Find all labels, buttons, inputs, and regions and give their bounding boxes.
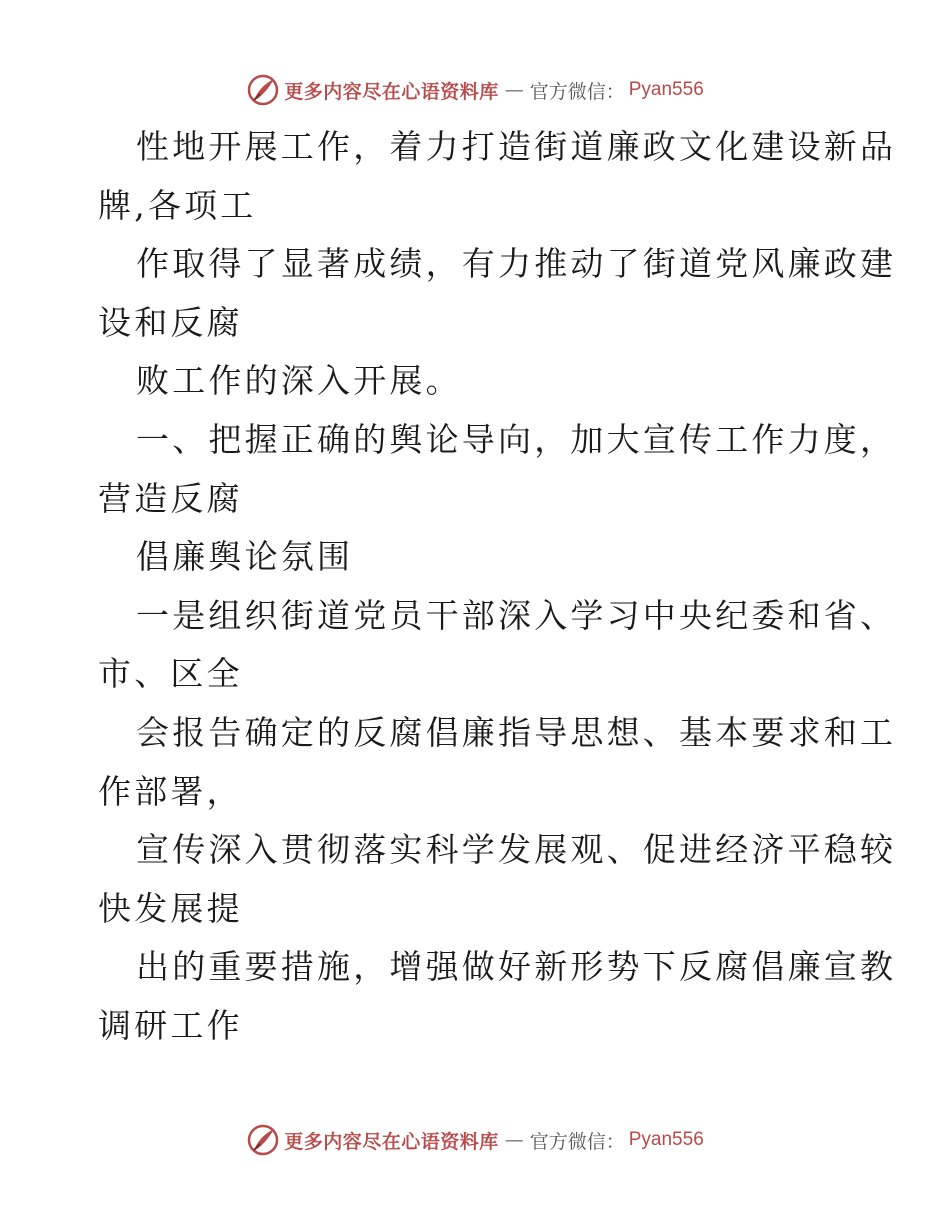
text-line: 作部署， xyxy=(98,771,243,811)
quill-logo-icon xyxy=(246,73,280,107)
footer-watermark xyxy=(0,1120,950,1160)
watermark-label: 官方微信： xyxy=(529,1130,625,1153)
watermark-text: 更多内容尽在心语资料库 xyxy=(284,80,499,103)
text-line: 牌,各项工 xyxy=(98,185,257,225)
watermark-inner xyxy=(246,73,704,107)
text-line: 市、区全 xyxy=(98,654,243,694)
watermark-label: 官方微信： xyxy=(529,80,625,103)
text-line: 一是组织街道党员干部深入学习中央纪委和省、 xyxy=(136,595,897,635)
text-line: 会报告确定的反腐倡廉指导思想、基本要求和工 xyxy=(136,712,897,752)
watermark-id: Pyan556 xyxy=(628,1129,704,1150)
watermark-separator: — xyxy=(504,1129,524,1151)
watermark-text: 更多内容尽在心语资料库 xyxy=(284,1130,499,1153)
text-line: 调研工作 xyxy=(98,1005,243,1045)
text-line: 宣传深入贯彻落实科学发展观、促进经济平稳较 xyxy=(136,830,897,870)
quill-logo-icon xyxy=(246,1123,280,1157)
text-line: 倡廉舆论氛围 xyxy=(136,537,354,577)
document-body xyxy=(98,118,897,1056)
text-line: 出的重要措施，增强做好新形势下反腐倡廉宣教 xyxy=(136,947,897,987)
watermark-id: Pyan556 xyxy=(628,79,704,100)
text-line: 作取得了显著成绩，有力推动了街道党风廉政建 xyxy=(136,244,897,284)
watermark-inner xyxy=(246,1123,704,1157)
text-line: 营造反腐 xyxy=(98,478,243,518)
text-line: 性地开展工作，着力打造街道廉政文化建设新品 xyxy=(136,127,897,166)
watermark-separator: — xyxy=(504,79,524,101)
header-watermark xyxy=(0,70,950,110)
text-line: 快发展提 xyxy=(98,888,243,928)
text-line: 败工作的深入开展。 xyxy=(136,361,462,401)
text-line: 设和反腐 xyxy=(98,302,243,342)
text-line: 一、把握正确的舆论导向，加大宣传工作力度， xyxy=(136,419,897,459)
